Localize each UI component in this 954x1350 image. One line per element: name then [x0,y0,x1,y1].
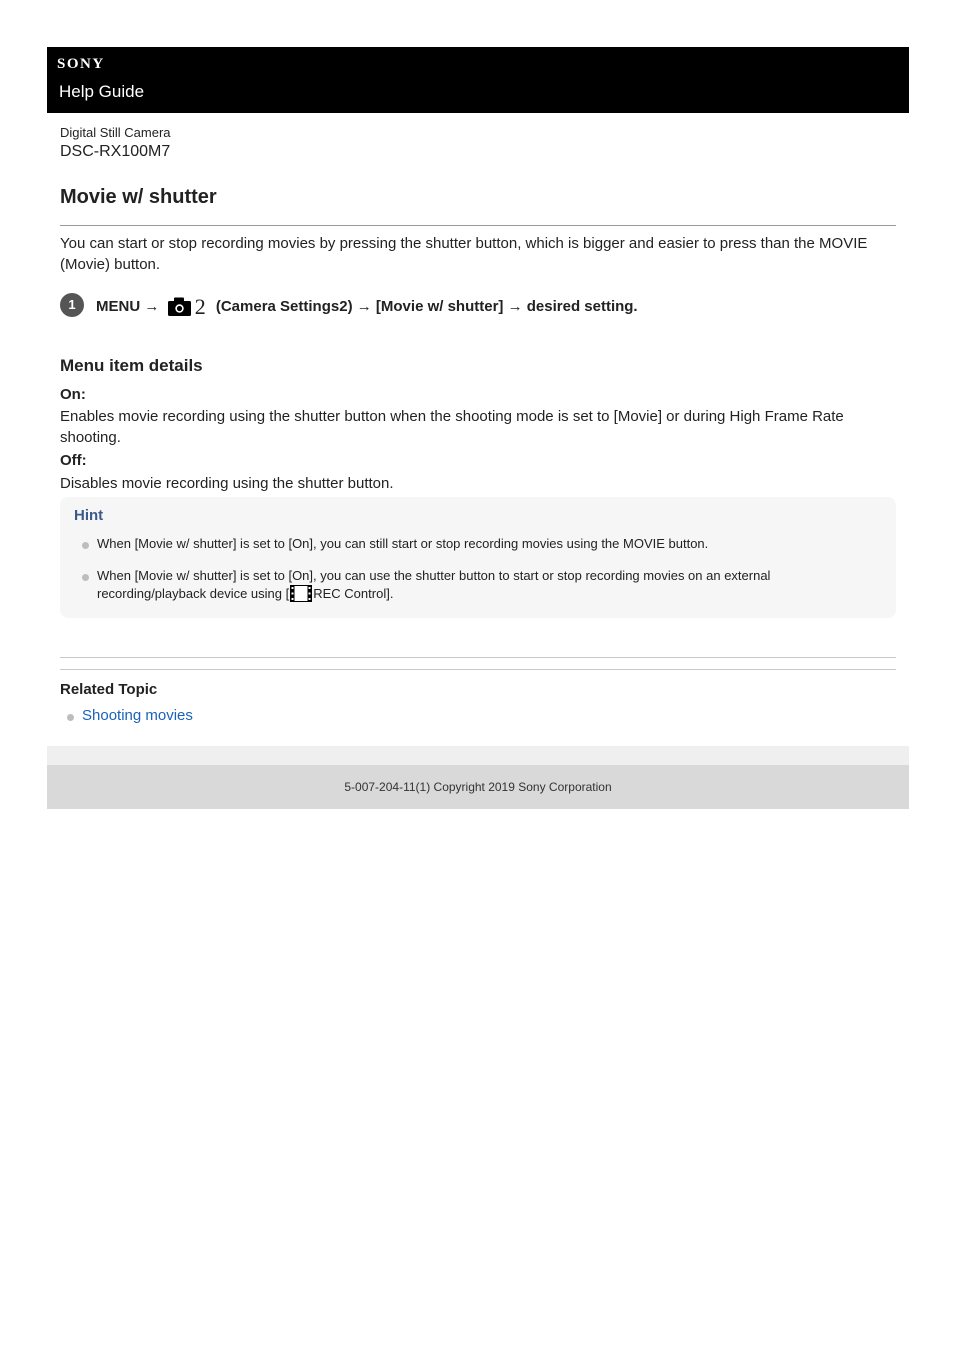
section-divider [60,669,896,670]
hint-item: When [Movie w/ shutter] is set to [On], you can still start or stop recording movies using the MOVIE button. [97,536,709,551]
site-footer [47,765,909,809]
product-model: DSC-RX100M7 [60,143,171,160]
hint-text-before: When [Movie w/ shutter] is set to [On], you can use the shutter button to start or stop recording movies on an external recording/playback device using [ [97,568,771,601]
title-divider [60,225,896,226]
option-off-description: Disables movie recording using the shutter button. [60,475,394,492]
option-on-term: On: [60,386,86,403]
hint-item [97,567,857,607]
sony-logo: SONY [57,56,105,72]
page-title: Movie w/ shutter [60,186,217,208]
option-on-description: Enables movie recording using the shutter button when the shooting mode is set to [Movie] or during High Frame Rate shooting. [60,408,844,446]
intro-text: You can start or stop recording movies by pressing the shutter button, which is bigger and easier to press than the MOVIE (Movie) button. [60,235,868,273]
hint-box [60,497,896,618]
product-category: Digital Still Camera [60,125,171,140]
menu-item-details-heading: Menu item details [60,356,203,375]
bullet-icon [82,574,89,581]
movie-film-icon [290,585,312,607]
option-off-term: Off: [60,452,87,469]
hint-title: Hint [74,507,104,524]
related-link-shooting-movies[interactable]: Shooting movies [82,707,193,724]
step-number-badge: 1 [60,293,84,317]
section-divider [60,657,896,658]
site-header [47,47,909,113]
related-topic-heading: Related Topic [60,681,158,698]
copyright-text: 5-007-204-11(1) Copyright 2019 Sony Corporation [344,780,612,794]
hint-text-after: REC Control]. [313,586,394,601]
footer-spacer [47,746,909,765]
step-instruction [96,294,638,321]
bullet-icon [67,714,74,721]
help-guide-label: Help Guide [59,82,145,101]
bullet-icon [82,542,89,549]
step-rest-text: (Camera Settings2) → [Movie w/ shutter] → desired setting. [215,298,638,315]
procedure-step [60,292,890,318]
step-menu-text: MENU → [96,298,160,315]
camera-settings-2-suffix: 2 [194,294,206,319]
